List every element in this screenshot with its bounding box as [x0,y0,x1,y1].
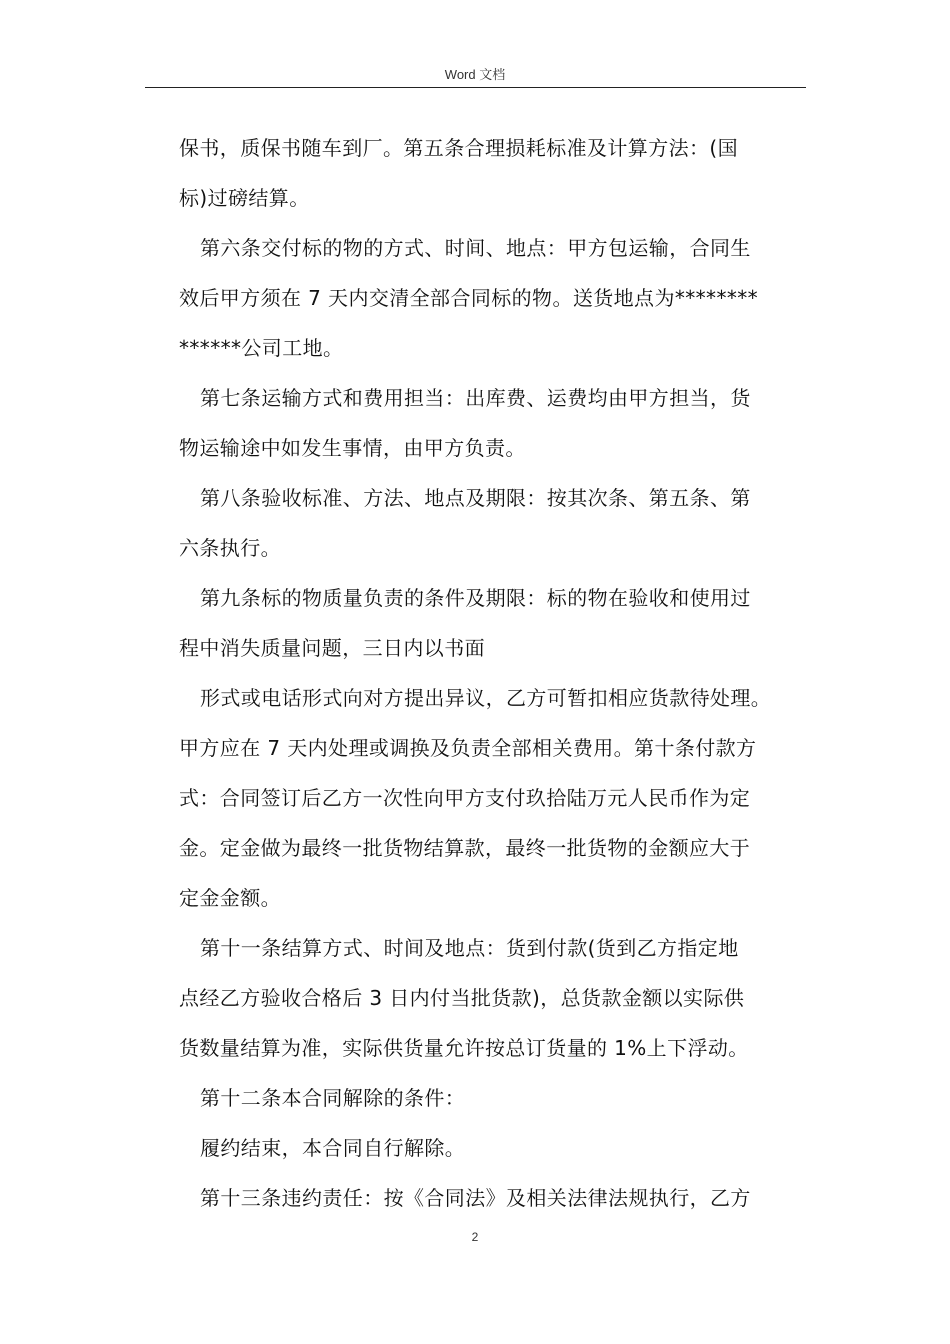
body-line: 第九条标的物质量负责的条件及期限：标的物在验收和使用过 [200,586,751,610]
page-number: 2 [471,1230,479,1244]
body-line: 第七条运输方式和费用担当：出库费、运费均由甲方担当，货 [200,386,751,410]
body-line: 标)过磅结算。 [179,186,310,210]
body-line: 甲方应在 7 天内处理或调换及负责全部相关费用。第十条付款方 [179,736,757,760]
body-line: 履约结束，本合同自行解除。 [200,1136,466,1160]
body-line: 第十三条违约责任：按《合同法》及相关法律法规执行，乙方 [200,1186,751,1210]
body-line: 形式或电话形式向对方提出异议，乙方可暂扣相应货款待处理。 [200,686,772,710]
body-line: 第六条交付标的物的方式、时间、地点：甲方包运输，合同生 [200,236,751,260]
body-line: 保书，质保书随车到厂。第五条合理损耗标准及计算方法：(国 [179,136,739,160]
header-title: Word 文档 [444,67,506,82]
body-line: 定金金额。 [179,886,281,910]
body-line: 金。定金做为最终一批货物结算款，最终一批货物的金额应大于 [179,836,751,860]
body-line: 第十二条本合同解除的条件： [200,1086,466,1110]
body-line: 货数量结算为准，实际供货量允许按总订货量的 1%上下浮动。 [179,1036,749,1060]
header-divider [145,87,806,88]
body-line: 第十一条结算方式、时间及地点：货到付款(货到乙方指定地 [200,936,739,960]
body-line: 式：合同签订后乙方一次性向甲方支付玖拾陆万元人民币作为定 [179,786,751,810]
body-line: 程中消失质量问题，三日内以书面 [179,636,485,660]
body-line: 效后甲方须在 7 天内交清全部合同标的物。送货地点为******** [179,286,759,310]
body-line: ******公司工地。 [179,336,344,360]
body-line: 点经乙方验收合格后 3 日内付当批货款)，总货款金额以实际供 [179,986,745,1010]
body-line: 物运输途中如发生事情，由甲方负责。 [179,436,526,460]
body-line: 六条执行。 [179,536,281,560]
body-line: 第八条验收标准、方法、地点及期限：按其次条、第五条、第 [200,486,751,510]
